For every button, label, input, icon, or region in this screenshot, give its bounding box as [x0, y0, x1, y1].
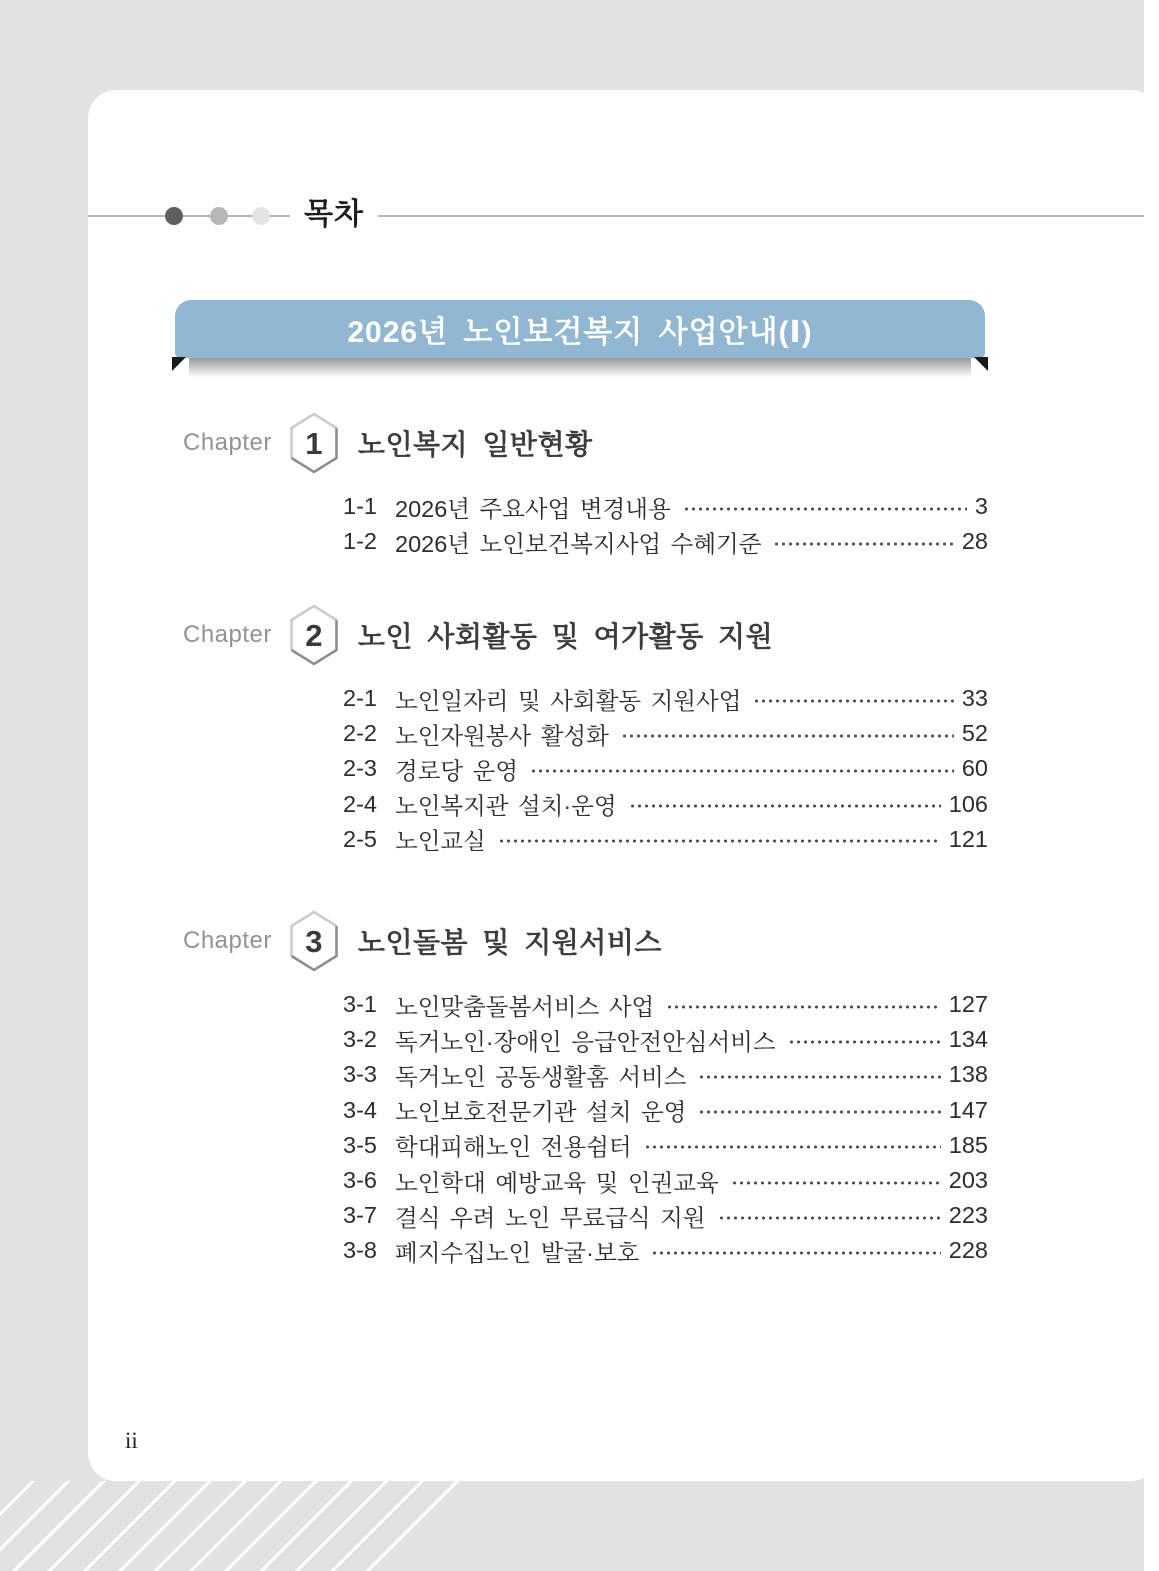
chapter-section-1	[88, 411, 988, 559]
dot-leader	[773, 541, 953, 547]
dot-leader	[683, 506, 967, 512]
chapter-label: Chapter	[183, 621, 272, 648]
title-banner-text: 2026년 노인보건복지 사업안내(Ⅰ)	[347, 316, 813, 349]
chapter-number-hexagon	[290, 412, 338, 474]
chapter-title: 노인돌봄 및 지원서비스	[357, 927, 662, 958]
toc-entry-title: 독거노인 공동생활홈 서비스	[395, 1063, 687, 1090]
toc-entry-title: 노인맞춤돌봄서비스 사업	[395, 993, 655, 1020]
toc-entry	[343, 681, 988, 716]
toc-entry	[343, 489, 988, 524]
toc-entry-page: 33	[961, 685, 988, 712]
banner-fold-left-icon	[172, 357, 186, 371]
title-banner-shadow	[189, 358, 971, 380]
chapter-entries	[343, 987, 988, 1269]
toc-entry-title: 노인일자리 및 사회활동 지원사업	[395, 687, 742, 714]
title-banner	[175, 300, 985, 358]
toc-entry-page: 134	[948, 1026, 988, 1053]
chapter-entries	[343, 681, 988, 857]
dot-leader	[621, 733, 954, 739]
toc-entry	[343, 524, 988, 559]
toc-entry-page: 147	[948, 1096, 988, 1123]
chapter-title: 노인 사회활동 및 여가활동 지원	[357, 621, 774, 652]
page-number: ii	[125, 1428, 138, 1453]
chapter-title: 노인복지 일반현황	[357, 429, 593, 460]
toc-entry-number: 3-3	[343, 1061, 377, 1088]
toc-entry	[343, 1198, 988, 1233]
chapter-heading	[88, 603, 988, 667]
toc-entry	[343, 1057, 988, 1092]
dot-leader	[731, 1180, 941, 1186]
toc-entry-number: 3-1	[343, 991, 377, 1018]
header-dot-medium-icon	[210, 207, 228, 225]
chapter-number-hexagon	[290, 604, 338, 666]
toc-entry-number: 2-5	[343, 825, 377, 852]
dot-leader	[718, 1215, 941, 1221]
dot-leader	[629, 803, 941, 809]
header-rule	[88, 215, 1144, 217]
toc-entry-number: 3-7	[343, 1202, 377, 1229]
toc-entry-number: 3-8	[343, 1237, 377, 1264]
toc-entry-page: 138	[948, 1061, 988, 1088]
chapter-label: Chapter	[183, 429, 272, 456]
toc-entry-page: 60	[961, 755, 988, 782]
toc-entry-title: 2026년 주요사업 변경내용	[395, 495, 671, 522]
header-dot-dark-icon	[165, 207, 183, 225]
toc-entry-number: 3-5	[343, 1131, 377, 1158]
toc-entry	[343, 1128, 988, 1163]
title-banner-bar	[175, 300, 985, 358]
chapter-number-hexagon	[290, 910, 338, 972]
toc-entry-number: 3-2	[343, 1026, 377, 1053]
header-dot-light-icon	[252, 207, 270, 225]
toc-entry-title: 노인교실	[395, 828, 486, 855]
toc-entry	[343, 822, 988, 857]
dot-leader	[644, 1144, 941, 1150]
toc-entry-number: 3-6	[343, 1167, 377, 1194]
chapter-section-3	[88, 909, 988, 1269]
dot-leader	[530, 768, 954, 774]
toc-title: 목차	[290, 197, 378, 233]
toc-entry-page: 228	[948, 1237, 988, 1264]
chapter-number: 1	[305, 426, 323, 461]
dot-leader	[651, 1250, 940, 1256]
toc-entry-title: 경로당 운영	[395, 757, 519, 784]
dot-leader	[753, 698, 953, 704]
toc-entry-title: 결식 우려 노인 무료급식 지원	[395, 1204, 706, 1231]
toc-entry-title: 학대피해노인 전용쉼터	[395, 1134, 632, 1161]
toc-entry	[343, 1022, 988, 1057]
toc-entry	[343, 1233, 988, 1268]
banner-fold-right-icon	[974, 357, 988, 371]
toc-entry-number: 2-1	[343, 685, 377, 712]
chapter-number: 3	[305, 924, 323, 959]
dot-leader	[788, 1039, 941, 1045]
chapter-entries	[343, 489, 988, 559]
toc-entry-number: 1-1	[343, 493, 377, 520]
toc-entry-number: 3-4	[343, 1096, 377, 1123]
toc-entry-page: 223	[948, 1202, 988, 1229]
toc-entry	[343, 1163, 988, 1198]
toc-entry-number: 2-2	[343, 720, 377, 747]
toc-entry	[343, 751, 988, 786]
dot-leader	[498, 838, 941, 844]
toc-entry-title: 노인보호전문기관 설치 운영	[395, 1099, 687, 1126]
toc-entry	[343, 1093, 988, 1128]
chapter-number: 2	[305, 618, 323, 653]
dot-leader	[698, 1109, 940, 1115]
dot-leader	[698, 1074, 940, 1080]
diagonal-stripes-decoration	[0, 1481, 470, 1571]
toc-entry-page: 121	[948, 825, 988, 852]
chapter-heading	[88, 909, 988, 973]
toc-entry-title: 독거노인·장애인 응급안전안심서비스	[395, 1028, 776, 1055]
toc-entry	[343, 787, 988, 822]
toc-entry-number: 2-3	[343, 755, 377, 782]
dot-leader	[666, 1004, 941, 1010]
toc-entry-title: 노인학대 예방교육 및 인권교육	[395, 1169, 719, 1196]
toc-entry-title: 노인복지관 설치·운영	[395, 793, 617, 820]
chapter-heading	[88, 411, 988, 475]
toc-entry	[343, 987, 988, 1022]
toc-entry-page: 185	[948, 1131, 988, 1158]
toc-entry-number: 2-4	[343, 790, 377, 817]
chapter-label: Chapter	[183, 927, 272, 954]
toc-entry-title: 폐지수집노인 발굴·보호	[395, 1239, 640, 1266]
toc-entry	[343, 716, 988, 751]
chapter-section-2	[88, 603, 988, 857]
toc-entry-page: 106	[948, 790, 988, 817]
toc-entry-title: 노인자원봉사 활성화	[395, 722, 609, 749]
document-page	[88, 90, 1159, 1481]
toc-entry-number: 1-2	[343, 528, 377, 555]
toc-entry-page: 203	[948, 1167, 988, 1194]
toc-entry-page: 28	[961, 528, 988, 555]
toc-entry-page: 52	[961, 720, 988, 747]
toc-entry-page: 127	[948, 991, 988, 1018]
toc-entry-title: 2026년 노인보건복지사업 수혜기준	[395, 530, 762, 557]
toc-entry-page: 3	[974, 493, 988, 520]
